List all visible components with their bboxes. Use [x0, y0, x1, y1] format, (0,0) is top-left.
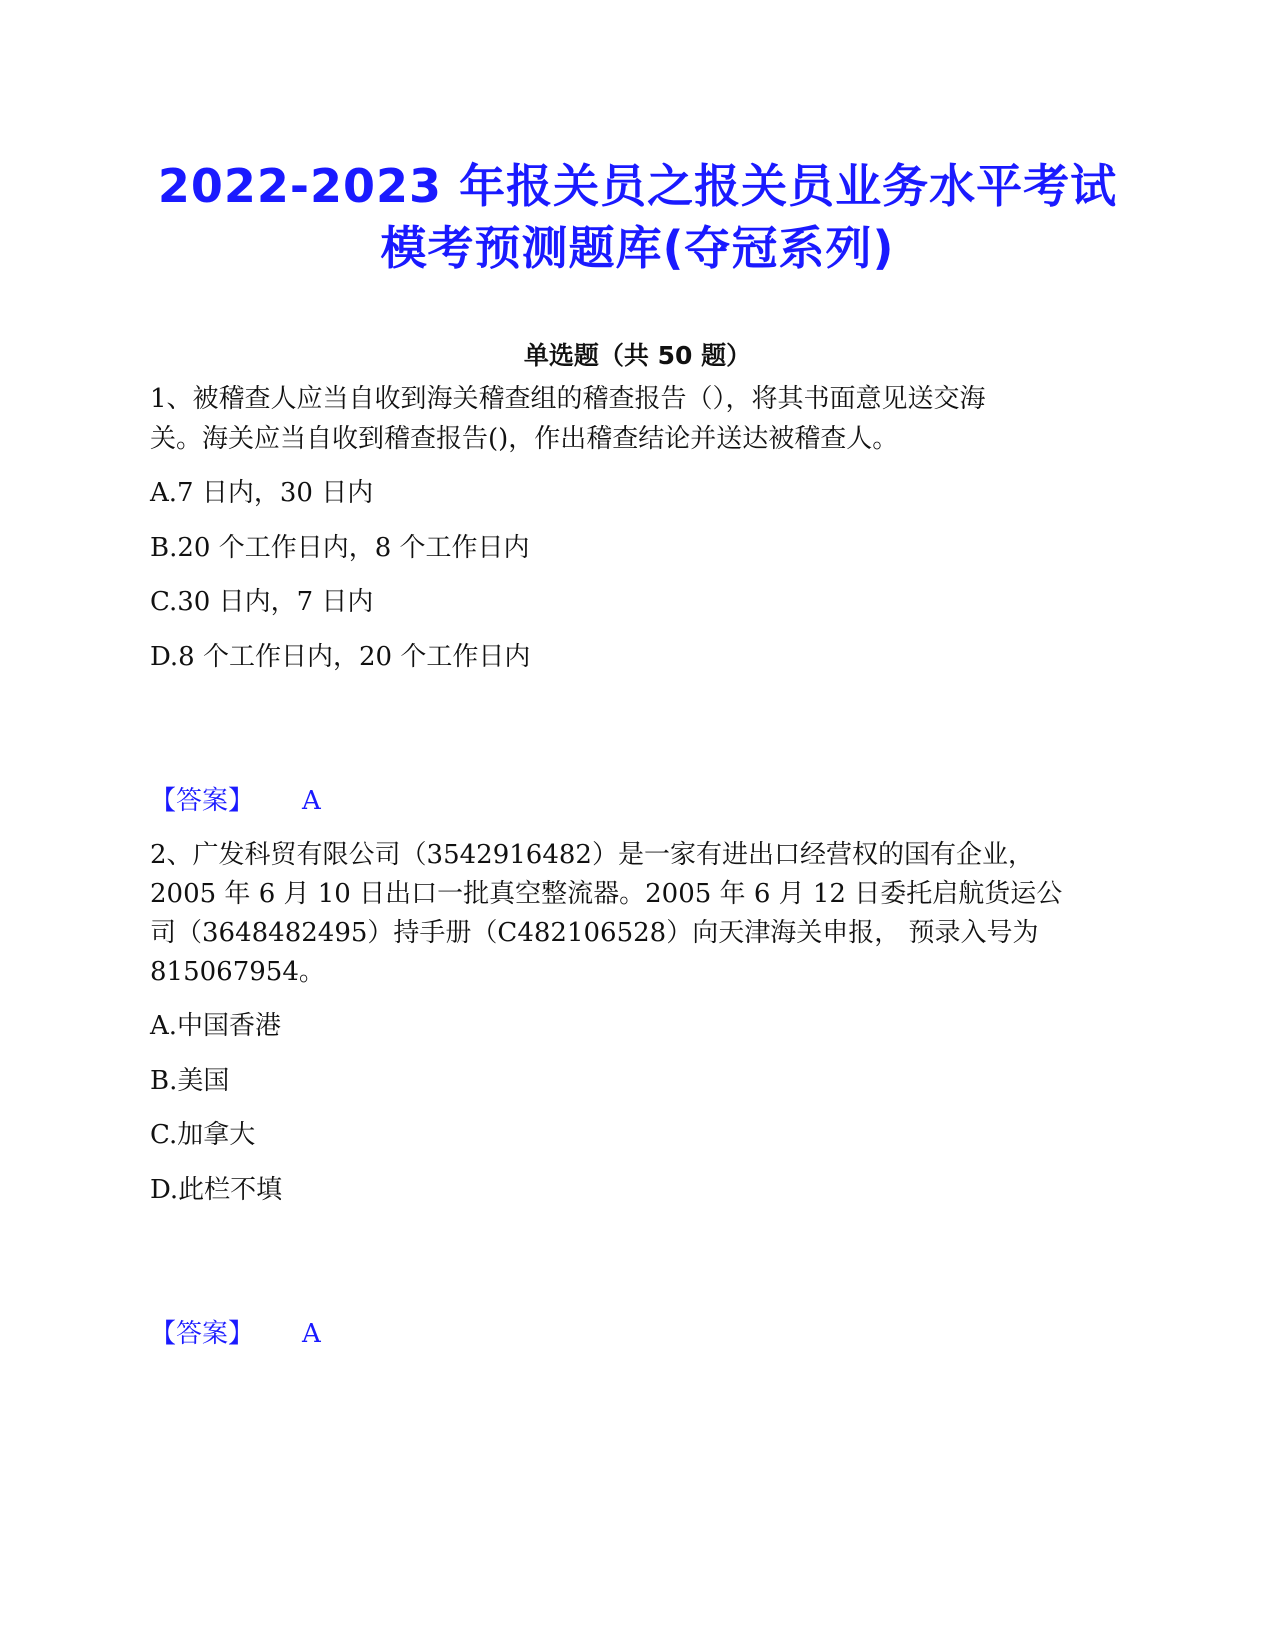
question-2-stem-line-1: 2、广发科贸有限公司（3542916482）是一家有进出口经营权的国有企业，: [150, 840, 1034, 870]
question-1-option-b: B.20 个工作日内，8 个工作日内: [150, 533, 530, 563]
question-1-stem-line-2: 关。海关应当自收到稽查报告()，作出稽查结论并送达被稽查人。: [150, 424, 899, 454]
question-1-option-d: D.8 个工作日内，20 个工作日内: [150, 642, 531, 672]
question-1-answer: [150, 780, 321, 817]
document-title-line-1: 2022-2023 年报关员之报关员业务水平考试: [157, 159, 1118, 213]
question-2-stem-line-3: 司（3648482495）持手册（C482106528）向天津海关申报， 预录入号为: [150, 918, 1039, 948]
answer-label: 【答案】: [150, 786, 255, 816]
section-heading: 单选题（共 50 题）: [523, 341, 752, 370]
question-2-option-c: C.加拿大: [150, 1120, 256, 1150]
question-1-option-a: A.7 日内，30 日内: [150, 478, 374, 508]
answer-value: A: [302, 786, 321, 816]
question-2-stem-line-2: 2005 年 6 月 10 日出口一批真空整流器。2005 年 6 月 12 日委托启航货运公: [150, 879, 1063, 909]
document-title-line-2: 模考预测题库(夺冠系列): [380, 221, 895, 275]
question-2-answer: [150, 1313, 321, 1350]
question-2-option-a: A.中国香港: [150, 1011, 282, 1041]
question-1-option-c: C.30 日内，7 日内: [150, 587, 374, 617]
question-2-option-d: D.此栏不填: [150, 1175, 283, 1205]
answer-label: 【答案】: [150, 1319, 255, 1349]
question-1-stem-line-1: 1、被稽查人应当自收到海关稽查组的稽查报告（），将其书面意见送交海: [150, 384, 986, 414]
question-2-stem-line-4: 815067954。: [150, 957, 325, 987]
question-2-option-b: B.美国: [150, 1066, 230, 1096]
answer-value: A: [302, 1319, 321, 1349]
